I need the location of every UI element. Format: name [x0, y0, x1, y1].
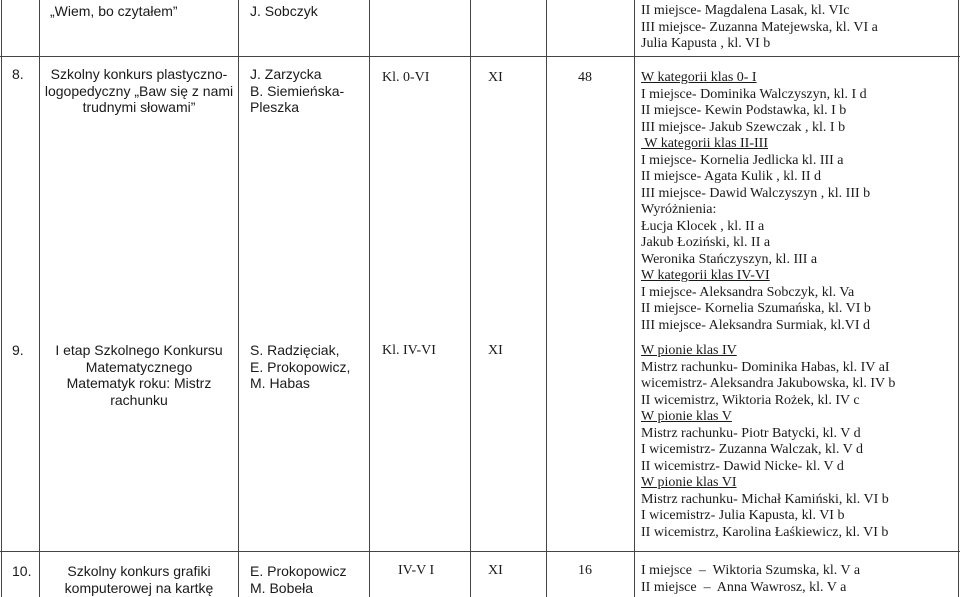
result-line: I wicemistrz- Julia Kapusta, kl. VI b: [641, 508, 845, 523]
result-line: I miejsce- Kornelia Jedlicka kl. III a: [641, 152, 844, 168]
category-heading: W pionie klas IV: [641, 343, 737, 358]
row9-results: [641, 343, 895, 541]
result-line: Julia Kapusta , kl. VI b: [641, 36, 771, 51]
table-border-left: [1, 0, 2, 597]
result-line: wicemistrz- Aleksandra Jakubowska, kl. IV b: [641, 376, 896, 391]
title-line: Matematyk roku: Mistrz: [66, 375, 212, 391]
row8-count: 48: [578, 70, 592, 85]
table-col-divider-3: [369, 0, 370, 597]
result-line: I wicemistrz- Zuzanna Walczak, kl. V d: [641, 442, 864, 457]
teacher-line: E. Prokopowicz,: [250, 358, 351, 375]
row8-classes: Kl. 0-VI: [382, 70, 430, 85]
table-col-divider-6: [634, 0, 635, 597]
table-row-divider: [0, 551, 960, 552]
table-col-divider-2: [238, 0, 239, 597]
row9-month: XI: [488, 343, 503, 358]
category-heading: W pionie klas V: [641, 409, 732, 424]
result-line: II miejsce – Anna Wawrosz, kl. V a: [641, 579, 847, 595]
row8-title: [40, 66, 238, 116]
category-heading: W kategorii klas IV-VI: [641, 268, 770, 283]
result-line: I miejsce – Wiktoria Szumska, kl. V a: [641, 563, 861, 578]
category-heading: W pionie klas VI: [641, 475, 737, 490]
result-line: I miejsce- Dominika Walczyszyn, kl. I d: [641, 86, 867, 102]
row7-teacher: J. Sobczyk: [250, 3, 318, 19]
result-line: Łucja Klocek , kl. II a: [641, 218, 765, 234]
result-line: Mistrz rachunku- Michał Kamiński, kl. VI b: [641, 491, 889, 507]
row9-number: 9.: [12, 342, 24, 358]
teacher-line: M. Habas: [250, 375, 310, 391]
result-line: II wicemistrz, Karolina Łaśkiewicz, kl. VI b: [641, 524, 889, 540]
teacher-line: J. Zarzycka: [250, 66, 322, 82]
result-line: II miejsce- Agata Kulik , kl. II d: [641, 169, 822, 184]
row8-teacher: [250, 66, 344, 116]
title-line: Szkolny konkurs plastyczno-: [50, 66, 228, 82]
row9-classes: Kl. IV-VI: [382, 343, 436, 358]
result-line: II miejsce- Magdalena Lasak, kl. VIc: [641, 3, 850, 18]
row9-title: [40, 342, 238, 408]
category-heading: W kategorii klas 0- I: [641, 70, 757, 85]
row10-count: 16: [578, 563, 592, 578]
result-line: III miejsce- Dawid Walczyszyn , kl. III b: [641, 185, 871, 201]
row10-results: [641, 563, 860, 596]
row10-title: [40, 563, 238, 596]
result-line: I miejsce- Aleksandra Sobczyk, kl. Va: [641, 284, 855, 300]
table-col-divider-4: [470, 0, 471, 597]
teacher-line: B. Siemieńska-: [250, 82, 345, 99]
row8-results: [641, 70, 871, 334]
title-line: Matematycznego: [85, 358, 193, 375]
row7-results: [641, 3, 878, 53]
title-line: logopedyczny „Baw się z nami: [44, 82, 234, 99]
row10-number: 10.: [12, 563, 32, 579]
row9-teacher: [250, 342, 350, 392]
row10-teacher: [250, 563, 346, 596]
title-line: rachunku: [110, 391, 168, 408]
result-line: III miejsce- Aleksandra Surmiak, kl.VI d: [641, 317, 870, 333]
title-line: trudnymi słowami”: [82, 99, 196, 115]
result-line: Mistrz rachunku- Dominika Habas, kl. IV aI: [641, 359, 890, 375]
table-border-right: [958, 0, 959, 597]
title-line: Szkolny konkurs grafiki: [67, 563, 211, 579]
distinctions-heading: Wyróżnienia:: [641, 202, 717, 217]
teacher-line: Pleszka: [250, 99, 300, 115]
result-line: II miejsce- Kornelia Szumańska, kl. VI b: [641, 301, 871, 316]
row10-month: XI: [488, 563, 503, 578]
result-line: III miejsce- Zuzanna Matejewska, kl. VI a: [641, 19, 878, 35]
title-line: komputerowej na kartkę: [64, 579, 214, 596]
result-line: II miejsce- Kewin Podstawka, kl. I b: [641, 103, 847, 118]
result-line: Mistrz rachunku- Piotr Batycki, kl. V d: [641, 425, 861, 441]
result-line: II wicemistrz- Dawid Nicke- kl. V d: [641, 458, 844, 474]
result-line: Weronika Stańczyszyn, kl. III a: [641, 251, 818, 267]
result-line: Jakub Łoziński, kl. II a: [641, 235, 771, 250]
title-line: I etap Szkolnego Konkursu: [55, 342, 223, 358]
result-line: III miejsce- Jakub Szewczak , kl. I b: [641, 119, 846, 135]
row10-classes: IV-V I: [398, 563, 435, 578]
teacher-line: E. Prokopowicz: [250, 563, 347, 579]
table-col-divider-5: [546, 0, 547, 597]
row8-month: XI: [488, 70, 503, 85]
teacher-line: S. Radzięciak,: [250, 342, 340, 358]
table-row-divider: [0, 56, 960, 57]
row7-title: „Wiem, bo czytałem”: [50, 3, 178, 19]
teacher-line: M. Bobeła: [250, 579, 314, 596]
category-heading: W kategorii klas II-III: [641, 136, 768, 151]
result-line: II wicemistrz, Wiktoria Rożek, kl. IV c: [641, 392, 860, 408]
row8-number: 8.: [12, 66, 24, 82]
